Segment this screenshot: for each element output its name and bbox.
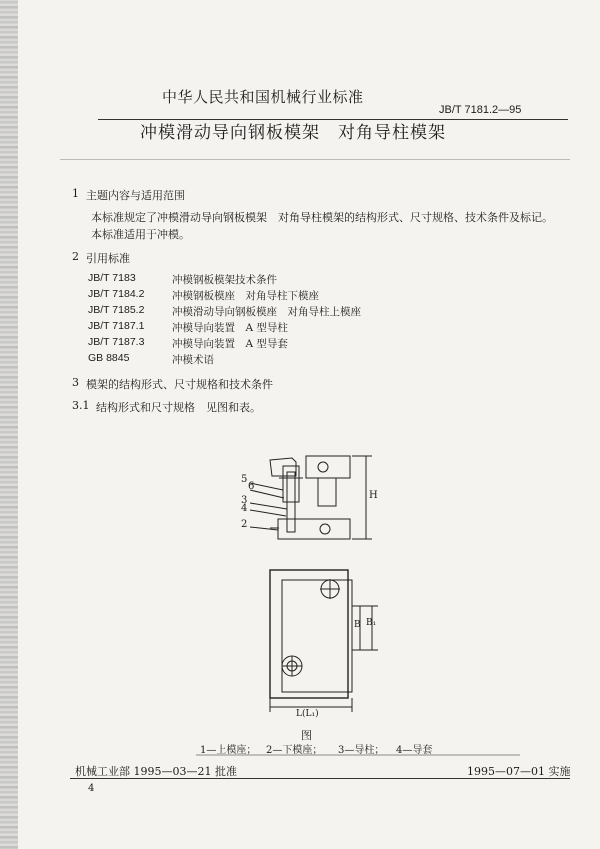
section-3-number: 3 xyxy=(72,376,79,389)
lower-die-holder-2 xyxy=(278,519,350,539)
legend-item: 1—上模座； xyxy=(200,745,257,756)
lower-pin-hole xyxy=(320,524,330,534)
reference-name: 冲模钢板模架技术条件 xyxy=(172,274,277,286)
reference-code: JB/T 7187.1 xyxy=(88,320,145,332)
reference-name: 冲模钢板模座 对角导柱下模座 xyxy=(172,290,319,302)
effective-date: 1995—07—01 实施 xyxy=(467,765,571,778)
dimension-h-label: H xyxy=(369,490,378,501)
reference-code: JB/T 7183 xyxy=(88,272,136,284)
section-3-1-heading: 结构形式和尺寸规格 见图和表。 xyxy=(96,401,261,414)
legend-item: 2—下模座； xyxy=(266,745,323,756)
reference-code: JB/T 7187.3 xyxy=(88,336,145,348)
section-2-number: 2 xyxy=(72,250,79,263)
dimension-b-label: B xyxy=(354,620,361,630)
page-number: 4 xyxy=(88,783,95,794)
approval-line: 机械工业部 1995—03—21 批准 xyxy=(75,765,237,778)
reference-name: 冲模导向装置 A 型导套 xyxy=(172,338,288,350)
callout-6: 6 xyxy=(248,481,255,492)
upper-pin-hole xyxy=(318,462,328,472)
callout-4: 4 xyxy=(241,503,248,514)
legend-item: 4—导套 xyxy=(396,745,433,756)
callout-leader xyxy=(250,503,287,509)
reference-code: JB/T 7185.2 xyxy=(88,304,145,316)
section-1-heading: 主题内容与适用范围 xyxy=(86,189,185,202)
callout-2: 2 xyxy=(241,519,248,530)
section-2-heading: 引用标准 xyxy=(86,252,130,265)
section-3-1-number: 3.1 xyxy=(72,399,90,412)
reference-name: 冲模滑动导向钢板模座 对角导柱上模座 xyxy=(172,306,361,318)
section-1-paragraph-2: 本标准适用于冲模。 xyxy=(91,228,190,241)
callout-5: 5 xyxy=(241,474,248,485)
reference-name: 冲模术语 xyxy=(172,354,214,366)
organization-title: 中华人民共和国机械行业标准 xyxy=(162,88,364,106)
section-3-heading: 模架的结构形式、尺寸规格和技术条件 xyxy=(86,378,273,391)
document-title: 冲模滑动导向钢板模架 对角导柱模架 xyxy=(140,123,446,143)
section-1-number: 1 xyxy=(72,187,79,200)
figure-caption: 图 xyxy=(301,729,312,742)
guide-pillar-right xyxy=(318,478,336,506)
reference-code: GB 8845 xyxy=(88,352,130,364)
footer-rule xyxy=(70,778,570,779)
dimension-b1-label: B₁ xyxy=(366,618,377,628)
reference-code: JB/T 7184.2 xyxy=(88,288,145,300)
callout-leader xyxy=(250,483,283,490)
guide-bush-4 xyxy=(283,466,299,502)
callout-3: 3 xyxy=(241,495,248,506)
standard-code: JB/T 7181.2—95 xyxy=(439,104,522,116)
callout-leader xyxy=(250,490,284,498)
callout-leader xyxy=(250,510,286,516)
legend-item: 3—导柱； xyxy=(338,745,385,756)
section-1-paragraph-1: 本标准规定了冲模滑动导向钢板模架 对角导柱模架的结构形式、尺寸规格、技术条件及标记。 xyxy=(91,211,553,224)
dimension-l-label: L(L₁) xyxy=(296,709,319,719)
reference-name: 冲模导向装置 A 型导柱 xyxy=(172,322,288,334)
